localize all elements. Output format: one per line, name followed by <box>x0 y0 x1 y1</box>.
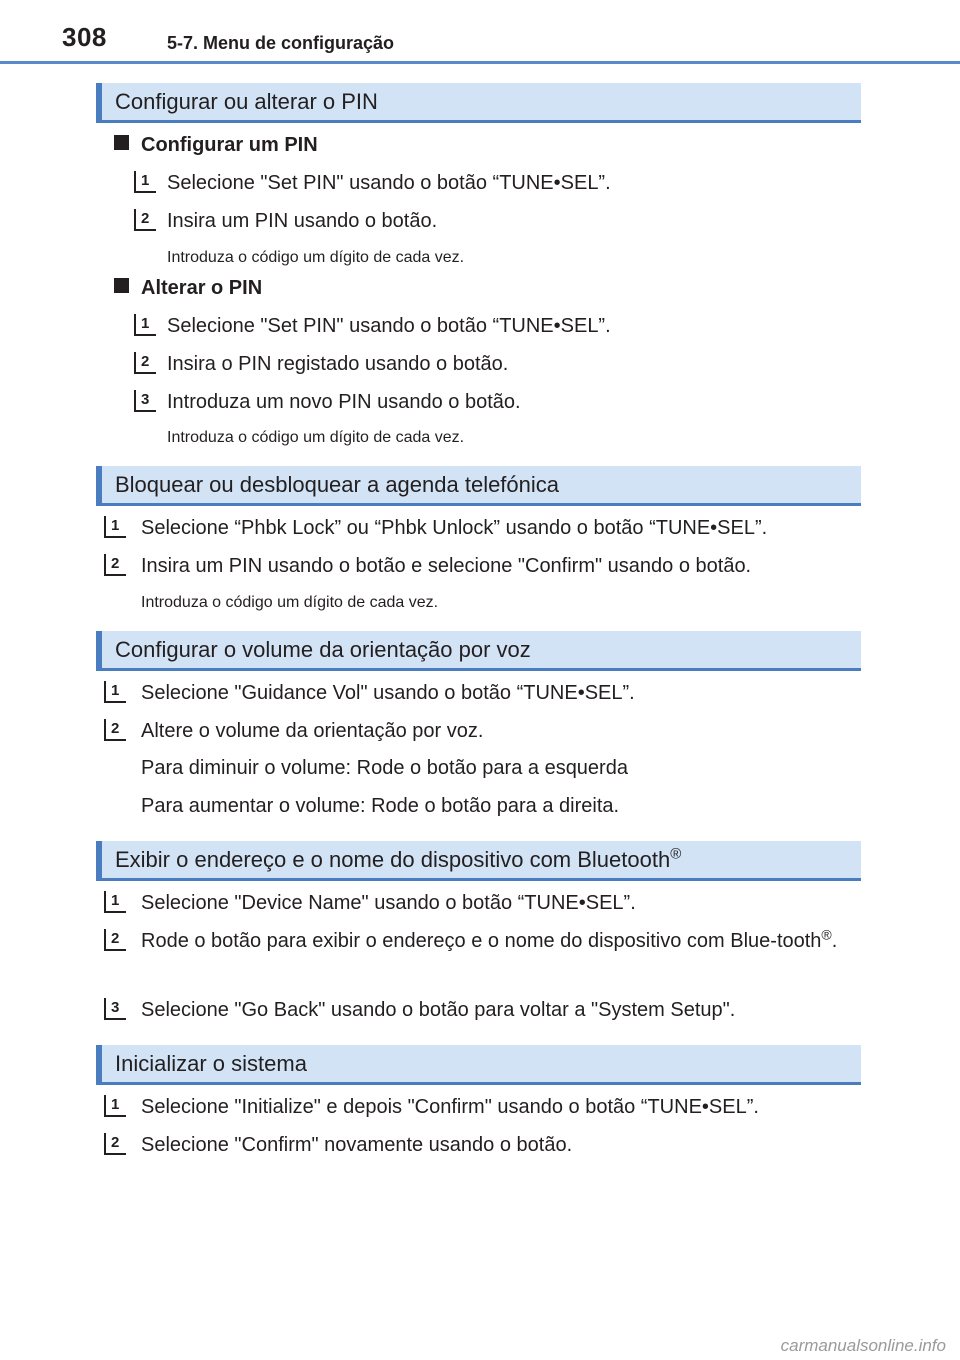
step-text <box>141 926 853 957</box>
step-number: 2 <box>134 209 156 231</box>
step-text: Insira um PIN usando o botão e selecione "Confirm" usando o botão. <box>141 555 752 577</box>
section-title-bluetooth-label: Exibir o endereço e o nome do dispositivo com Bluetooth <box>115 847 671 872</box>
subsection-set-pin <box>114 134 318 157</box>
step-text: Selecione "Confirm" novamente usando o botão. <box>141 1134 573 1156</box>
subsection-set-pin-label: Configurar um PIN <box>141 134 318 156</box>
step-text: Selecione "Guidance Vol" usando o botão “TUNE•SEL”. <box>141 682 635 704</box>
step-number: 1 <box>104 891 126 913</box>
step-number: 3 <box>104 998 126 1020</box>
step-number: 2 <box>104 554 126 576</box>
section-title-initialize: Inicializar o sistema <box>96 1045 861 1085</box>
step-number: 2 <box>104 1133 126 1155</box>
step-text: Insira um PIN usando o botão. <box>167 210 438 232</box>
note-text: Introduza o código um dígito de cada vez. <box>141 594 439 611</box>
registered-mark: ® <box>670 845 682 863</box>
step-text: Selecione "Set PIN" usando o botão “TUNE•SEL”. <box>167 315 611 337</box>
watermark: carmanualsonline.info <box>780 1336 946 1355</box>
step-text-end: . <box>831 930 838 952</box>
step-number: 3 <box>134 390 156 412</box>
section-title-guidance: Configurar o volume da orientação por voz <box>96 631 861 671</box>
step-text: Selecione “Phbk Lock” ou “Phbk Unlock” usando o botão “TUNE•SEL”. <box>141 517 768 539</box>
detail-text: Para aumentar o volume: Rode o botão para a direita. <box>141 795 620 817</box>
step-text: Selecione "Initialize" e depois "Confirm" usando o botão “TUNE•SEL”. <box>141 1096 759 1118</box>
page-number: 308 <box>62 22 107 52</box>
note-text: Introduza o código um dígito de cada vez. <box>167 249 465 266</box>
section-title-bluetooth <box>96 841 861 881</box>
note-text: Introduza o código um dígito de cada vez. <box>167 429 465 446</box>
section-title-pin: Configurar ou alterar o PIN <box>96 83 861 123</box>
step-number: 1 <box>104 1095 126 1117</box>
step-text: Introduza um novo PIN usando o botão. <box>167 391 521 413</box>
subsection-change-pin-label: Alterar o PIN <box>141 277 263 299</box>
chapter-title: 5-7. Menu de configuração <box>167 33 395 53</box>
step-text: Selecione "Device Name" usando o botão “TUNE•SEL”. <box>141 892 636 914</box>
step-number: 1 <box>104 681 126 703</box>
step-number: 2 <box>104 719 126 741</box>
section-title-phonebook: Bloquear ou desbloquear a agenda telefónica <box>96 466 861 506</box>
step-number: 1 <box>134 171 156 193</box>
step-text: Selecione "Go Back" usando o botão para voltar a "System Setup". <box>141 999 736 1021</box>
detail-text: Para diminuir o volume: Rode o botão para a esquerda <box>141 757 628 779</box>
step-number: 2 <box>134 352 156 374</box>
square-bullet-icon <box>114 278 129 293</box>
page-header <box>0 0 960 64</box>
square-bullet-icon <box>114 135 129 150</box>
step-number: 2 <box>104 929 126 951</box>
step-text: Altere o volume da orientação por voz. <box>141 720 484 742</box>
step-number: 1 <box>134 314 156 336</box>
step-text: Selecione "Set PIN" usando o botão “TUNE•SEL”. <box>167 172 611 194</box>
step-text: Insira o PIN registado usando o botão. <box>167 353 509 375</box>
step-text-body: Rode o botão para exibir o endereço e o nome do dispositivo com Blue-tooth <box>141 930 822 952</box>
step-number: 1 <box>104 516 126 538</box>
subsection-change-pin <box>114 277 262 300</box>
registered-mark: ® <box>821 926 832 943</box>
